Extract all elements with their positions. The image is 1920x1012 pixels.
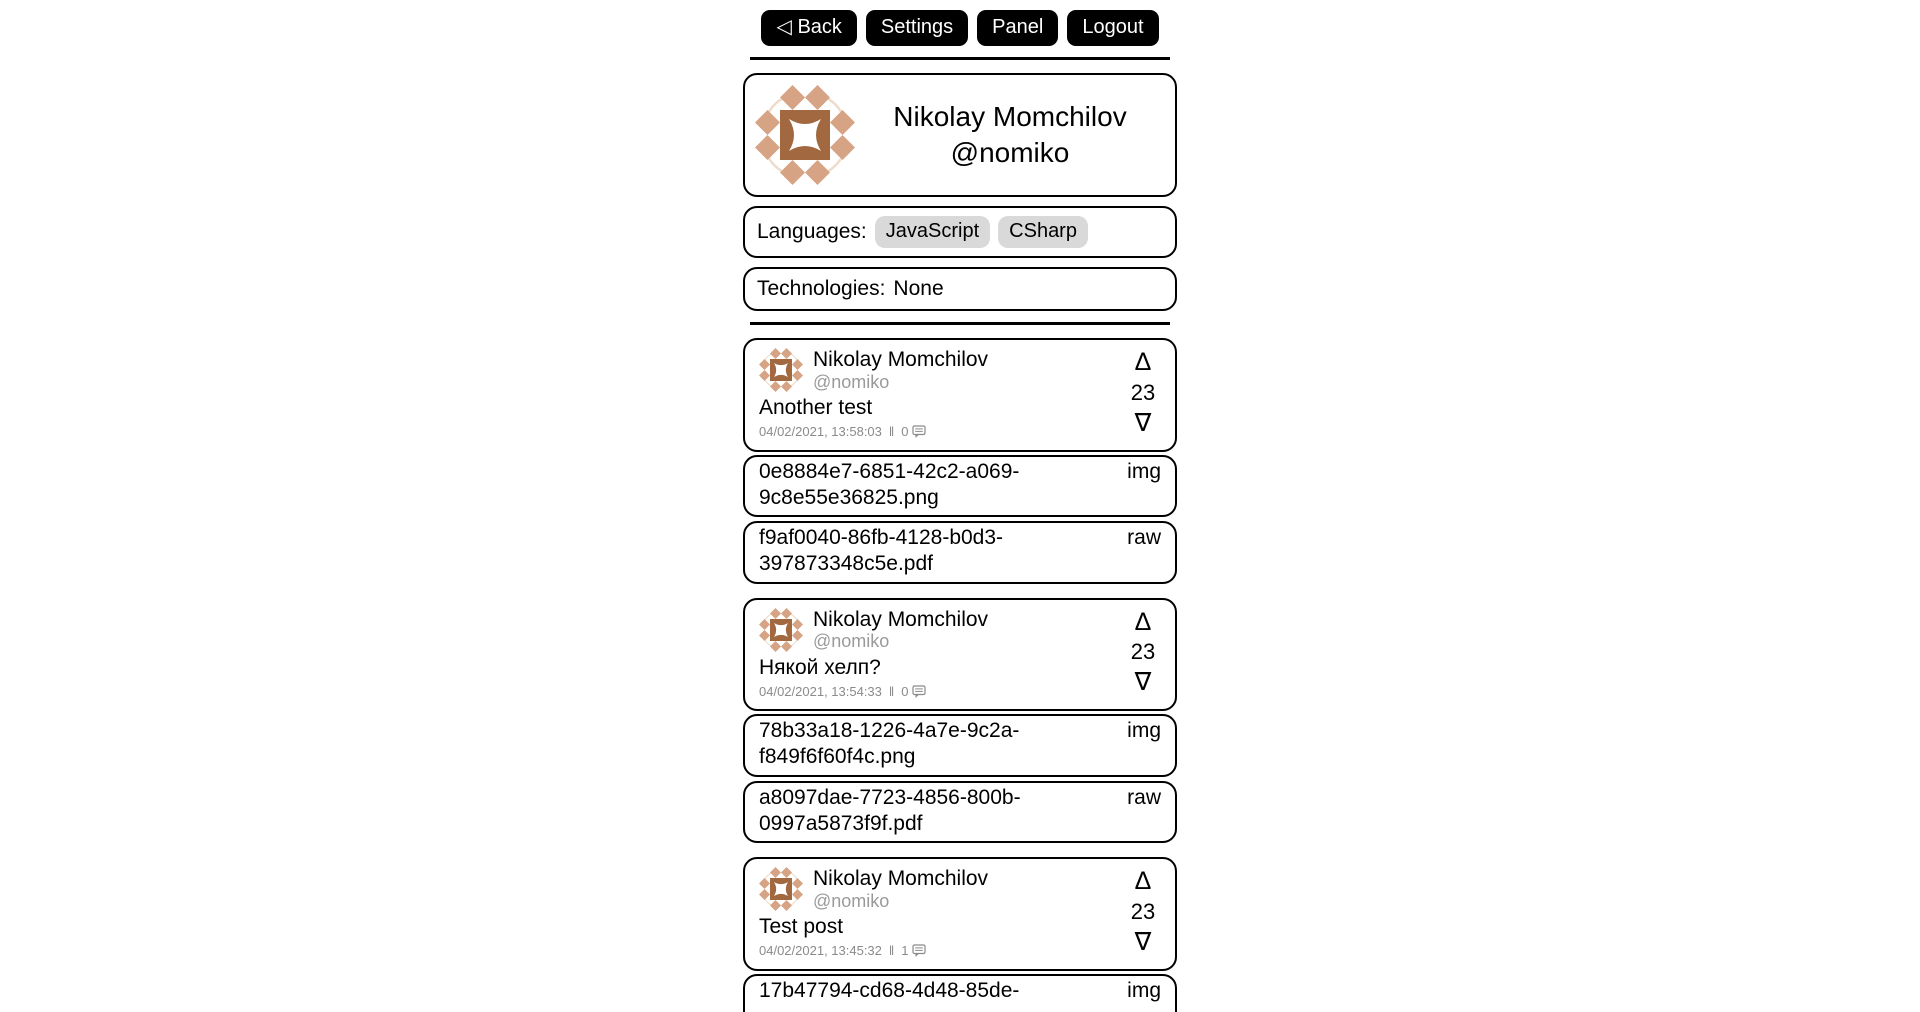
panel-button[interactable]: Panel <box>977 10 1058 46</box>
downvote-button[interactable]: ∇ <box>1134 668 1152 696</box>
profile-card <box>743 73 1177 197</box>
technologies-label: Technologies: <box>757 277 886 300</box>
attachment-filename: 78b33a18-1226-4a7e-9c2a-f849f6f60f4c.png <box>759 719 1020 769</box>
post-group <box>743 857 1177 1012</box>
post-author-avatar <box>759 348 803 392</box>
post-meta <box>759 425 1161 439</box>
profile-names <box>855 99 1165 172</box>
post-header <box>759 348 1161 392</box>
attachment-filename: 17b47794-cd68-4d48-85de- <box>759 978 1020 1002</box>
attachment-row[interactable] <box>743 974 1177 1012</box>
attachment-row[interactable] <box>743 521 1177 584</box>
attachment-row[interactable] <box>743 781 1177 844</box>
top-nav <box>743 10 1177 46</box>
post-timestamp: 04/02/2021, 13:45:32 <box>759 943 882 959</box>
post-author-handle: @nomiko <box>813 371 890 392</box>
upvote-button[interactable]: Δ <box>1134 348 1152 376</box>
post-author-block <box>813 608 988 652</box>
post-group <box>743 338 1177 584</box>
attachment-type-badge: raw <box>1127 526 1161 549</box>
meta-separator: ‖ <box>888 424 895 440</box>
comment-count-value: 0 <box>901 683 909 699</box>
post-card[interactable] <box>743 338 1177 452</box>
back-arrow-icon: ◁ <box>776 16 792 38</box>
upvote-button[interactable]: Δ <box>1134 867 1152 895</box>
post-timestamp: 04/02/2021, 13:54:33 <box>759 683 882 699</box>
comment-count-value: 1 <box>901 943 909 959</box>
attachment-type-badge: img <box>1127 459 1161 483</box>
settings-button[interactable]: Settings <box>866 10 968 46</box>
post-author-block <box>813 867 988 911</box>
logout-button[interactable]: Logout <box>1067 10 1158 46</box>
technologies-card <box>743 267 1177 311</box>
attachment-filename: a8097dae-7723-4856-800b-0997a5873f9f.pdf <box>759 785 1021 835</box>
profile-name: Nikolay Momchilov <box>893 100 1127 132</box>
back-button[interactable] <box>761 10 856 46</box>
post-meta <box>759 944 1161 958</box>
post-author-avatar <box>759 867 803 911</box>
profile-page <box>743 0 1177 1012</box>
technologies-value: None <box>893 277 944 300</box>
top-divider <box>750 57 1170 60</box>
post-author-name: Nikolay Momchilov <box>813 348 989 371</box>
post-author-handle: @nomiko <box>813 631 890 652</box>
upvote-button[interactable]: Δ <box>1134 607 1152 636</box>
profile-handle: @nomiko <box>950 137 1070 168</box>
post-title: Някой хелп? <box>759 655 881 679</box>
comment-count <box>901 425 925 439</box>
post-author-handle: @nomiko <box>813 890 890 911</box>
language-tag: JavaScript <box>875 216 990 248</box>
attachment-type-badge: raw <box>1127 785 1161 809</box>
downvote-button[interactable]: ∇ <box>1134 927 1152 956</box>
language-tag: CSharp <box>998 216 1088 248</box>
attachment-filename: f9af0040-86fb-4128-b0d3-397873348c5e.pdf <box>759 526 1004 576</box>
post-card[interactable] <box>743 857 1177 971</box>
vote-column <box>1127 350 1159 436</box>
attachment-type-badge: img <box>1127 719 1161 742</box>
back-button-label: Back <box>797 16 842 38</box>
post-meta <box>759 685 1161 699</box>
comment-count <box>901 944 925 958</box>
post-title: Another test <box>759 396 873 420</box>
post-timestamp: 04/02/2021, 13:58:03 <box>759 424 882 440</box>
vote-score: 23 <box>1130 639 1156 665</box>
post-author-avatar <box>759 608 803 652</box>
vote-column <box>1127 607 1159 696</box>
post-author-name: Nikolay Momchilov <box>813 867 989 890</box>
post-header <box>759 867 1161 911</box>
profile-avatar <box>755 85 855 185</box>
comment-icon <box>912 425 926 439</box>
languages-label: Languages: <box>757 220 867 243</box>
post-author-name: Nikolay Momchilov <box>813 607 989 631</box>
meta-separator: ‖ <box>888 943 895 959</box>
languages-card <box>743 206 1177 258</box>
post-author-block <box>813 348 988 392</box>
downvote-button[interactable]: ∇ <box>1134 408 1152 437</box>
meta-separator: ‖ <box>888 683 895 699</box>
attachment-row[interactable] <box>743 714 1177 777</box>
post-title: Test post <box>759 915 844 939</box>
attachment-type-badge: img <box>1127 978 1161 1002</box>
comment-count <box>901 685 925 699</box>
comment-icon <box>912 685 926 699</box>
comment-count-value: 0 <box>901 424 909 440</box>
vote-score: 23 <box>1130 898 1156 924</box>
attachment-filename: 0e8884e7-6851-42c2-a069-9c8e55e36825.png <box>759 459 1020 509</box>
posts-divider <box>750 322 1170 325</box>
vote-column <box>1127 869 1159 955</box>
post-header <box>759 608 1161 652</box>
attachment-row[interactable] <box>743 455 1177 518</box>
post-group <box>743 598 1177 844</box>
vote-score: 23 <box>1130 379 1156 405</box>
comment-icon <box>912 944 926 958</box>
post-card[interactable] <box>743 598 1177 712</box>
